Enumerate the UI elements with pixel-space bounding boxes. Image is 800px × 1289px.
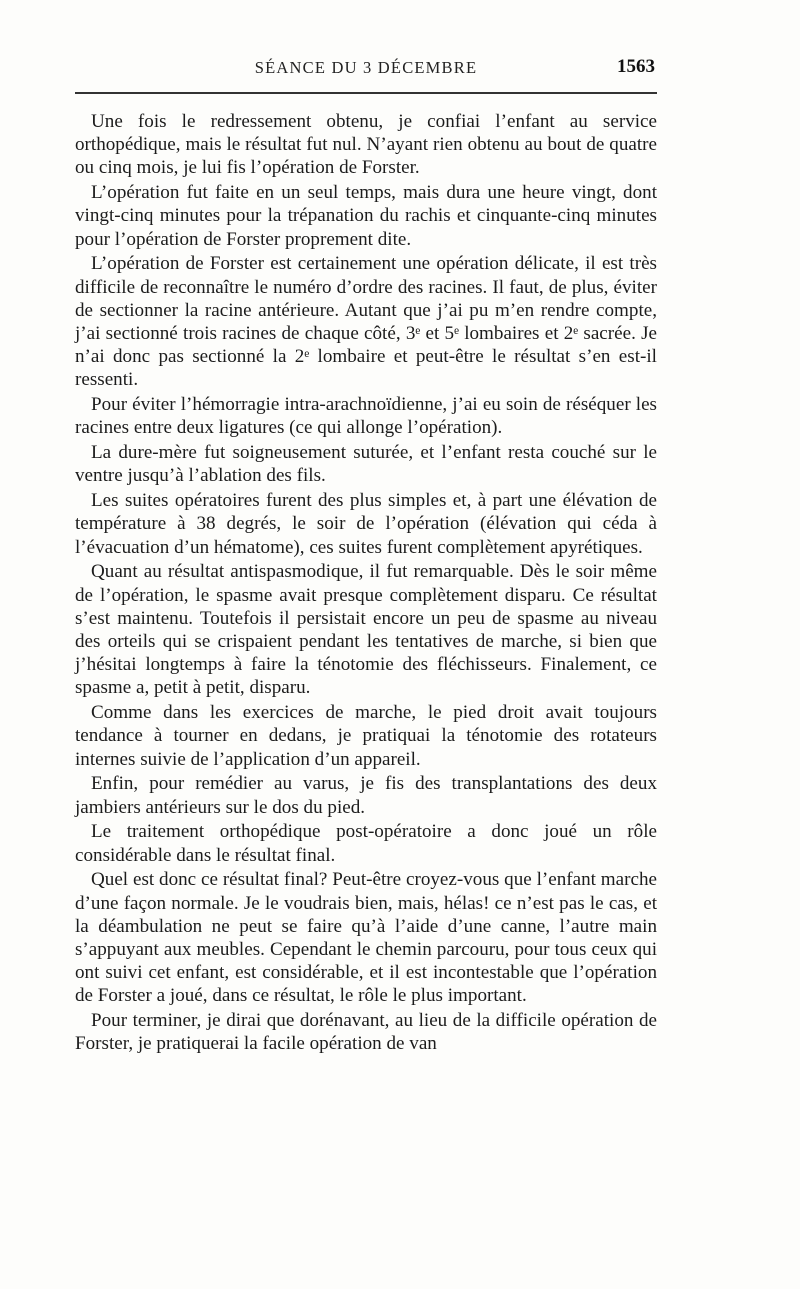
paragraph: L’opération fut faite en un seul temps, mais dura une heure vingt, dont vingt-cinq minutes pour la trépanation du rachis et cinquante-cinq minutes pour l’opération de Forster proprement dite. [75, 182, 657, 250]
running-head [75, 56, 657, 82]
body-text [75, 110, 657, 1057]
paragraph: Pour éviter l’hémorragie intra-arachnoïdienne, j’ai eu soin de réséquer les racines entre deux ligatures (ce qui allonge l’opération). [75, 394, 657, 439]
paragraph: Les suites opératoires furent des plus simples et, à part une élévation de température à 38 degrés, le soir de l’opération (élévation qui céda à l’évacuation d’un hématome), ces suites furent complètement apyrétiques. [75, 490, 657, 558]
page-number: 1563 [617, 56, 655, 77]
paragraph: Comme dans les exercices de marche, le pied droit avait toujours tendance à tourner en dedans, je pratiquai la ténotomie des rotateurs internes suivie de l’application d’un appareil. [75, 702, 657, 770]
paragraph: Quant au résultat antispasmodique, il fut remarquable. Dès le soir même de l’opération, le spasme avait presque complètement disparu. Ce résultat s’est maintenu. Toutefois il persistait encore un peu de spasme au niveau des orteils qui se crispaient pendant les tentatives de marche, si bien que j’hésitai longtemps à faire la ténotomie des fléchisseurs. Finalement, ce spasme a, petit à petit, disparu. [75, 561, 657, 699]
paragraph: Quel est donc ce résultat final? Peut-être croyez-vous que l’enfant marche d’une façon normale. Je le voudrais bien, mais, hélas! ce n’est pas le cas, et la déambulation ne peut se faire qu’à l’aide d’une canne, l’autre main s’appuyant aux meubles. Cependant le chemin parcouru, pour tous ceux qui ont suivi cet enfant, est considérable, et il est incontestable que l’opération de Forster a joué, dans ce résultat, le rôle le plus important. [75, 869, 657, 1007]
header-rule [75, 92, 657, 94]
paragraph: L’opération de Forster est certainement une opération délicate, il est très difficile de reconnaître le numéro d’ordre des racines. Il faut, de plus, éviter de sectionner la racine antérieure. Autant que j’ai pu m’en rendre compte, j’ai sectionné trois racines de chaque côté, 3ᵉ et 5ᵉ lombaires et 2ᵉ sacrée. Je n’ai donc pas sectionné la 2ᵉ lombaire et peut-être le résultat s’en est-il ressenti. [75, 253, 657, 391]
paragraph: Le traitement orthopédique post-opératoire a donc joué un rôle considérable dans le résultat final. [75, 821, 657, 866]
paragraph: Une fois le redressement obtenu, je confiai l’enfant au service orthopédique, mais le résultat fut nul. N’ayant rien obtenu au bout de quatre ou cinq mois, je lui fis l’opération de Forster. [75, 111, 657, 179]
paragraph: La dure-mère fut soigneusement suturée, et l’enfant resta couché sur le ventre jusqu’à l’ablation des fils. [75, 442, 657, 487]
running-title: SÉANCE DU 3 DÉCEMBRE [254, 58, 478, 77]
paragraph: Pour terminer, je dirai que dorénavant, au lieu de la difficile opération de Forster, je pratiquerai la facile opération de van [75, 1010, 657, 1055]
paragraph: Enfin, pour remédier au varus, je fis des transplantations des deux jambiers antérieurs sur le dos du pied. [75, 773, 657, 818]
